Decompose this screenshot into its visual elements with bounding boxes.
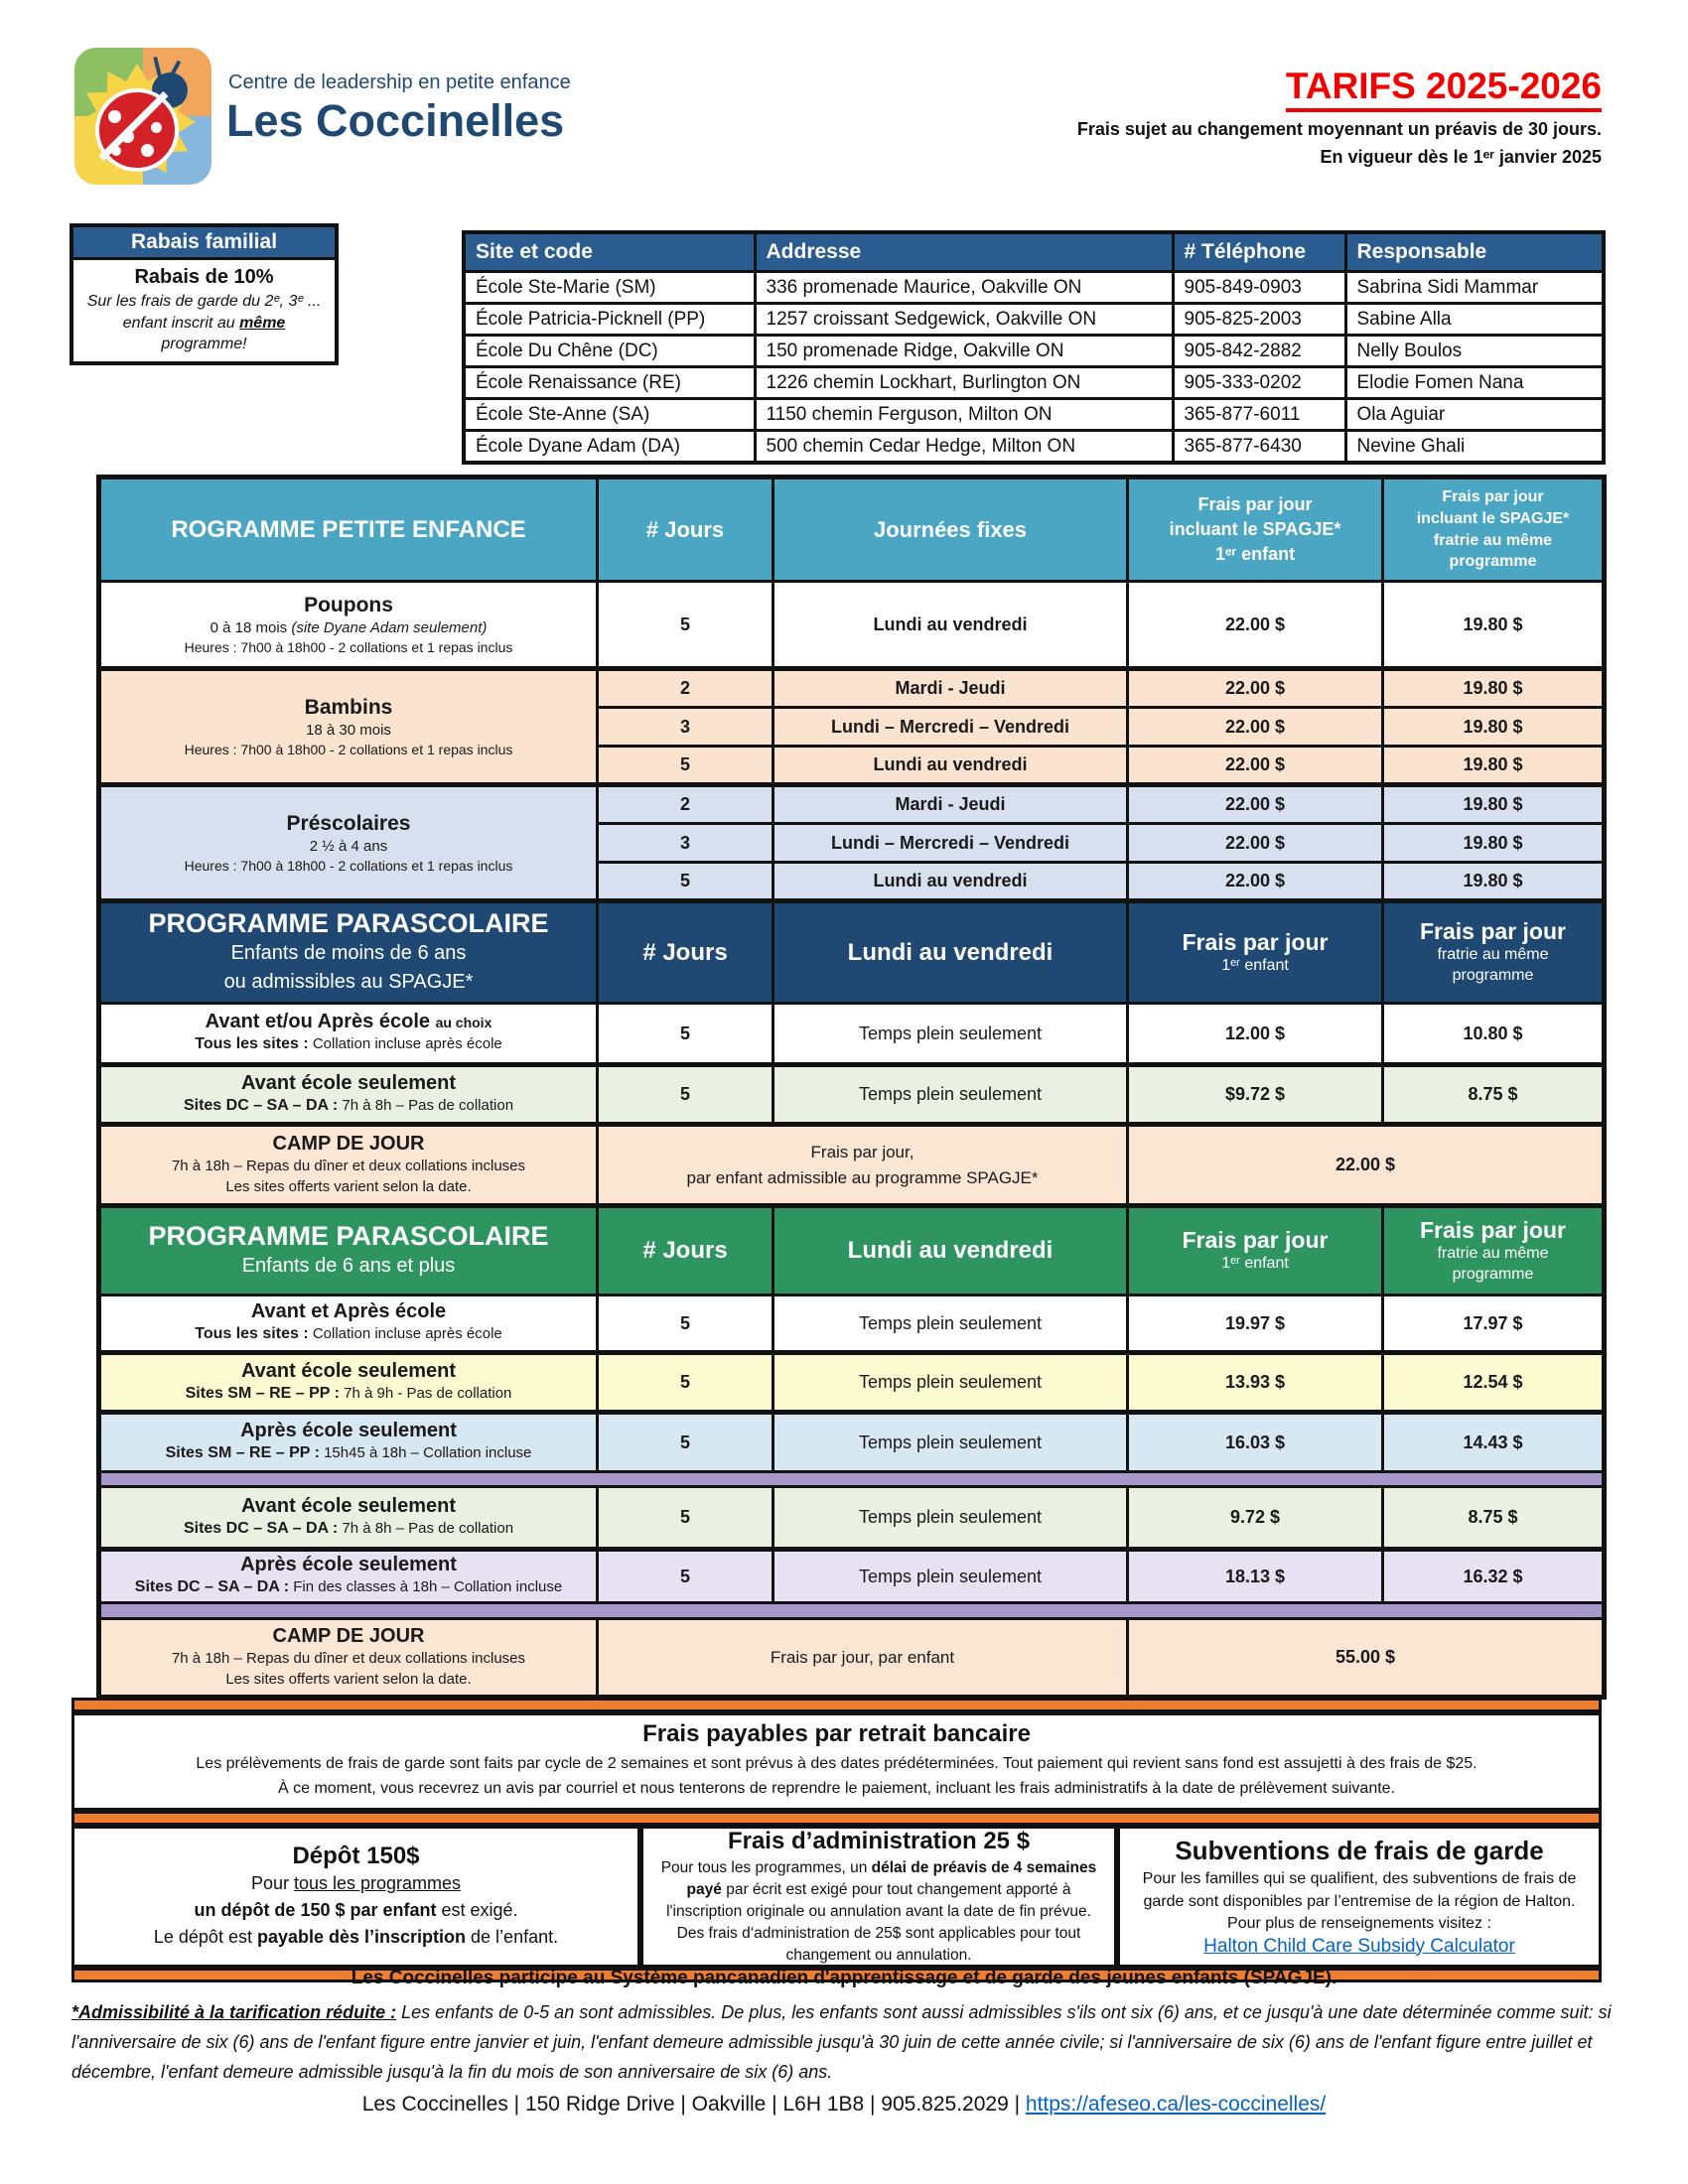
ladybug-dot [121,130,134,143]
cell-price-1: 16.03 $ [1128,1413,1383,1472]
camp-fee-label: Frais par jour, par enfant [770,1647,955,1667]
program-note: Collation incluse après école [312,1035,502,1053]
col-programme-petite-enfance [99,478,598,582]
site-address: 500 chemin Cedar Hedge, Milton ON [755,431,1173,464]
cell-price: 55.00 $ [1128,1619,1605,1698]
program-age: 2 ½ à 4 ans [309,838,388,856]
cell-price-2: 19.80 $ [1383,669,1605,708]
header-label: programme [1452,1265,1534,1283]
divider-row [99,1472,1605,1487]
cell-jours: 5 [598,1550,774,1603]
site-manager: Elodie Fomen Nana [1345,367,1604,399]
header-label: PROGRAMME PARASCOLAIRE [148,908,549,938]
orange-divider [71,1698,1602,1712]
site-name: École Ste-Anne (SA) [464,399,755,431]
header-label: Enfants de moins de 6 ans [230,942,467,964]
rabais-amount: Rabais de 10% [134,266,274,288]
header-label: Lundi au vendredi [847,1237,1054,1264]
cell-journees: Mardi - Jeudi [774,785,1128,824]
program-note: 7h à 8h – Pas de collation [342,1096,514,1114]
site-name: École Dyane Adam (DA) [464,431,755,464]
cell-journees: Mardi - Jeudi [774,669,1128,708]
table-row-prescolaires [99,785,1605,824]
program-title-suffix: au choix [435,1015,492,1031]
table-row-camp-de-jour [99,1619,1605,1698]
brand-tagline: Centre de leadership en petite enfance [228,71,571,93]
table-row [464,431,1604,464]
cell-price-2: 19.80 $ [1383,747,1605,785]
admin-fee-title: Frais d’administration 25 $ [727,1827,1031,1854]
program-site-note: (site Dyane Adam seulement) [291,619,488,637]
program-title: CAMP DE JOUR [272,1625,425,1647]
site-phone: 905-842-2882 [1173,336,1345,367]
site-address: 1226 chemin Lockhart, Burlington ON [755,367,1173,399]
subsidy-calculator-link[interactable]: Halton Child Care Subsidy Calculator [1203,1935,1515,1957]
program-title: Avant école seulement [240,1359,456,1382]
program-desc [99,1413,598,1472]
cell-price-1: 22.00 $ [1128,708,1383,747]
deposit-text-underline: tous les programmes [293,1873,462,1893]
site-manager: Sabine Alla [1345,304,1604,336]
col-frais-fratrie [1383,478,1605,582]
program-title: CAMP DE JOUR [272,1133,425,1155]
col-journees-fixes [774,478,1128,582]
col-frais-1er-enfant [1128,1206,1383,1296]
petite-enfance-header-row [99,478,1605,582]
program-note: Les sites offerts varient selon la date. [225,1178,472,1195]
cell-journees: Lundi au vendredi [774,582,1128,669]
cell-jours: 5 [598,747,774,785]
bottom-sections [71,1698,1602,1982]
rabais-detail: Sur les frais de garde du 2ᵉ, 3ᵉ ... [86,293,322,310]
program-note: 7h à 8h – Pas de collation [342,1519,514,1537]
rabais-title: Rabais familial [73,227,335,260]
parascolaire-6-plus-header-row [99,1206,1605,1296]
site-phone: 905-825-2003 [1173,304,1345,336]
header-label: programme [1449,553,1537,571]
program-title: Poupons [304,594,393,617]
cell-jours: 3 [598,708,774,747]
site-phone: 905-333-0202 [1173,367,1345,399]
pricing-table [96,475,1607,1700]
program-sub [105,1518,592,1540]
cell-price-2: 14.43 $ [1383,1413,1605,1472]
program-title: Préscolaires [286,812,411,836]
site-name: École Ste-Marie (SM) [464,272,755,304]
site-address: 150 promenade Ridge, Oakville ON [755,336,1173,367]
program-title-text: Avant et/ou Après école [205,1011,430,1033]
program-desc [99,1065,598,1125]
sites-header-row [464,232,1604,272]
cell-price-1: $9.72 $ [1128,1065,1383,1125]
col-jours [598,901,774,1004]
deposit-text [74,1924,637,1951]
contact-info: Les Coccinelles | 150 Ridge Drive | Oakville | L6H 1B8 | 905.825.2029 | [361,2093,1026,2116]
cell-journees: Temps plein seulement [774,1487,1128,1550]
title-subtitle-2: En vigueur dès le 1ᵉʳ janvier 2025 [1320,147,1602,167]
cell-price-2: 17.97 $ [1383,1296,1605,1353]
header-label: # Jours [642,938,728,966]
col-telephone: # Téléphone [1173,232,1345,272]
site-address: 1150 chemin Ferguson, Milton ON [755,399,1173,431]
program-sites: Sites DC – SA – DA : [134,1578,290,1596]
site-name: École Renaissance (RE) [464,367,755,399]
header-label: Frais par jour [1420,1216,1566,1243]
program-note: 7h à 18h – Repas du dîner et deux collations incluses [171,1158,526,1174]
rabais-detail-emphasis: même [239,314,286,332]
col-lundi-vendredi [774,1206,1128,1296]
program-desc [99,1125,598,1206]
sites-table [462,230,1606,465]
program-hours: Heures : 7h00 à 18h00 - 2 collations et 1 repas inclus [184,741,513,757]
header-label: fratrie au même [1433,531,1553,549]
program-sites: Sites DC – SA – DA : [183,1096,339,1114]
header-label: fratrie au même [1437,946,1549,964]
ladybug-dot [151,122,162,133]
site-manager: Sabrina Sidi Mammar [1345,272,1604,304]
program-sites: Sites SM – RE – PP : [165,1444,320,1462]
header-label: incluant le SPAGJE* [1169,518,1341,539]
cell-price-2: 19.80 $ [1383,824,1605,863]
page-title: TARIFS 2025-2026 [1286,66,1602,112]
deposit-text-part: est exigé. [436,1900,518,1920]
table-row-avant-apres-ecole [99,1296,1605,1353]
cell-price-1: 22.00 $ [1128,747,1383,785]
header-label: Frais par jour [1442,488,1544,506]
bank-text: À ce moment, vous recevrez un avis par courriel et nous tenterons de reprendre le paiement, incluant les frais administratifs à la date de prélèvement suivante. [277,1780,1396,1797]
program-note: 15h45 à 18h – Collation incluse [324,1444,532,1462]
deposit-title: Dépôt 150$ [292,1843,420,1869]
logo [74,48,211,185]
site-phone: 905-849-0903 [1173,272,1345,304]
title-subtitle-1: Frais sujet au changement moyennant un préavis de 30 jours. [1076,119,1602,139]
spagje-statement: Les Coccinelles participe au Système pancanadien d'apprentissage et de garde des jeunes enfants (SPAGJE). [351,1968,1337,1988]
col-jours [598,478,774,582]
cell-journees: Lundi – Mercredi – Vendredi [774,708,1128,747]
table-row-avant-ecole [99,1487,1605,1550]
header-label: Frais par jour [1420,918,1566,945]
cell-price-1: 18.13 $ [1128,1550,1383,1603]
cell-price-2: 19.80 $ [1383,582,1605,669]
cell-price-1: 12.00 $ [1128,1004,1383,1065]
site-name: École Patricia-Picknell (PP) [464,304,755,336]
deposit-text [74,1897,637,1924]
col-programme-parascolaire [99,1206,598,1296]
cell-price-1: 9.72 $ [1128,1487,1383,1550]
ladybug-dot [108,110,121,123]
program-note: Fin des classes à 18h – Collation incluse [293,1578,563,1596]
program-hours: Heures : 7h00 à 18h00 - 2 collations et 1 repas inclus [184,857,513,874]
cell-journees: Temps plein seulement [774,1413,1128,1472]
program-age: 18 à 30 mois [306,722,391,740]
rabais-familial-box [70,223,339,365]
program-sub [105,617,592,639]
cell-jours: 5 [598,1296,774,1353]
program-sites: Tous les sites : [195,1325,309,1343]
cell-price-1: 19.97 $ [1128,1296,1383,1353]
header-label: Frais par jour [1182,1227,1329,1254]
cell-journees: Temps plein seulement [774,1550,1128,1603]
cell-jours: 5 [598,582,774,669]
program-title: Après école seulement [240,1420,457,1442]
site-address: 336 promenade Maurice, Oakville ON [755,272,1173,304]
cell-price-1: 22.00 $ [1128,785,1383,824]
deposit-text-bold: un dépôt de 150 $ par enfant [194,1900,437,1920]
header-label: ou admissibles au SPAGJE* [223,971,474,993]
camp-fee-label: par enfant admissible au programme SPAGJE* [686,1167,1039,1187]
table-row [464,367,1604,399]
col-lundi-vendredi [774,901,1128,1004]
cell-jours: 2 [598,785,774,824]
parascolaire-moins-6-header-row [99,901,1605,1004]
subsidy-title: Subventions de frais de garde [1175,1836,1544,1866]
program-desc [99,1487,598,1550]
rabais-detail: programme! [161,336,247,353]
purple-divider [99,1472,1605,1487]
admissibility-note [71,1997,1620,2087]
deposit-box [71,1826,640,1968]
admin-fee-box [640,1826,1117,1968]
header-label: # Jours [642,1237,728,1264]
site-manager: Nevine Ghali [1345,431,1604,464]
cell-journees: Temps plein seulement [774,1065,1128,1125]
program-desc [99,785,598,901]
program-sub [105,1383,592,1405]
program-sites: Tous les sites : [195,1035,309,1053]
admissibility-label: *Admissibilité à la tarification réduite : [71,2002,397,2022]
cell-jours: 5 [598,1353,774,1413]
cell-camp-desc [598,1125,1128,1206]
header-label: Journées fixes [873,516,1028,542]
program-note: 7h à 9h - Pas de collation [344,1384,512,1402]
program-sub [105,1442,592,1464]
program-sites: Sites SM – RE – PP : [185,1384,340,1402]
info-boxes [71,1826,1602,1968]
program-note: Collation incluse après école [312,1325,502,1343]
cell-price-1: 13.93 $ [1128,1353,1383,1413]
cell-camp-desc [598,1619,1128,1698]
cell-jours: 5 [598,1065,774,1125]
program-note: Les sites offerts varient selon la date. [225,1671,472,1688]
cell-price-1: 22.00 $ [1128,582,1383,669]
program-title [105,1011,592,1033]
cell-price-2: 16.32 $ [1383,1550,1605,1603]
header-label: 1ᵉʳ enfant [1221,1255,1289,1273]
contact-footer [0,2093,1688,2116]
program-sub [105,1095,592,1117]
header-label: Frais par jour [1197,493,1313,514]
table-row-avant-ecole [99,1353,1605,1413]
table-row [464,336,1604,367]
col-frais-fratrie [1383,1206,1605,1296]
subsidy-box [1117,1826,1602,1968]
cell-jours: 5 [598,1004,774,1065]
cell-journees: Lundi au vendredi [774,747,1128,785]
cell-jours: 5 [598,1413,774,1472]
admin-fee-text [643,1857,1114,1967]
header-label: Lundi au vendredi [847,938,1054,966]
bank-text: Les prélèvements de frais de garde sont faits par cycle de 2 semaines et sont prévus à des dates prédéterminées. Tout paiement qui revient sans fond est assujetti à des frais de $25. [196,1755,1477,1772]
bank-title: Frais payables par retrait bancaire [642,1720,1031,1747]
header-label: fratrie au même [1437,1244,1549,1262]
table-row-bambins [99,669,1605,708]
cell-journees: Lundi – Mercredi – Vendredi [774,824,1128,863]
brand-name: Les Coccinelles [226,95,565,146]
program-age: 0 à 18 mois [210,619,292,637]
cell-price-2: 19.80 $ [1383,863,1605,901]
program-title: Avant et Après école [250,1300,447,1323]
site-phone: 365-877-6430 [1173,431,1345,464]
col-site-code: Site et code [464,232,755,272]
program-desc [99,1004,598,1065]
site-phone: 365-877-6011 [1173,399,1345,431]
header-label: # Jours [645,516,725,542]
divider-row [99,1603,1605,1619]
program-title: Avant école seulement [240,1071,456,1094]
header-label: ROGRAMME PETITE ENFANCE [171,515,526,543]
deposit-text [74,1870,637,1897]
cell-jours: 5 [598,1487,774,1550]
deposit-text-part: Le dépôt est [153,1927,257,1947]
site-name: École Du Chêne (DC) [464,336,755,367]
rabais-detail-text: enfant inscrit au [122,314,240,332]
table-row-avant-apres-ecole [99,1004,1605,1065]
cell-journees: Temps plein seulement [774,1004,1128,1065]
cell-journees: Lundi au vendredi [774,863,1128,901]
program-sub [105,1576,592,1598]
site-manager: Nelly Boulos [1345,336,1604,367]
cell-price-1: 22.00 $ [1128,824,1383,863]
cell-price-1: 22.00 $ [1128,863,1383,901]
table-row [464,272,1604,304]
col-jours [598,1206,774,1296]
cell-price-2: 12.54 $ [1383,1353,1605,1413]
cell-price-2: 8.75 $ [1383,1065,1605,1125]
col-addresse: Addresse [755,232,1173,272]
program-desc [99,1296,598,1353]
rabais-detail [77,313,331,335]
program-title: Bambins [304,696,393,720]
cell-price-2: 8.75 $ [1383,1487,1605,1550]
cell-price-1: 22.00 $ [1128,669,1383,708]
deposit-text-part: Pour [250,1873,294,1893]
col-frais-fratrie [1383,901,1605,1004]
deposit-text-part: de l’enfant. [466,1927,559,1947]
cell-jours: 3 [598,824,774,863]
program-desc [99,1550,598,1603]
table-row-avant-ecole [99,1065,1605,1125]
bank-withdrawal-box [71,1712,1602,1811]
header-label: programme [1452,967,1534,984]
cell-jours: 5 [598,863,774,901]
program-desc [99,669,598,785]
orange-divider [71,1811,1602,1826]
table-row [464,304,1604,336]
program-sub [105,1323,592,1345]
cell-price-2: 19.80 $ [1383,785,1605,824]
col-programme-parascolaire [99,901,598,1004]
program-sites: Sites DC – SA – DA : [183,1519,339,1537]
program-hours: Heures : 7h00 à 18h00 - 2 collations et 1 repas inclus [184,638,513,655]
admissibility-text: Les enfants de 0-5 an sont admissibles. De plus, les enfants sont aussi admissibles s'ils ont six (6) ans, et ce jusqu'à une date déterminée comme suit: si l'anniversaire de six (6) ans de l'enfant figure entre janvier et juin, l'enfant demeure admissible jusqu'à 30 juin de cette année civile; si l'anniversaire de six (6) ans de l'enfant figure entre juillet et décembre, l'enfant demeure admissible jusqu'à la fin du mois de son anniversaire de six (6) ans. [71,2002,1612,2082]
deposit-text-bold: payable dès l’inscription [256,1927,467,1947]
cell-price: 22.00 $ [1128,1125,1605,1206]
header-label: Enfants de 6 ans et plus [241,1255,456,1277]
col-frais-1er-enfant [1128,478,1383,582]
col-frais-1er-enfant [1128,901,1383,1004]
header-label: 1ᵉʳ enfant [1214,544,1296,565]
col-responsable: Responsable [1345,232,1604,272]
program-title: Après école seulement [240,1554,457,1576]
camp-fee-label: Frais par jour, [810,1143,914,1161]
program-desc [99,582,598,669]
cell-price-2: 19.80 $ [1383,708,1605,747]
cell-jours: 2 [598,669,774,708]
program-note: 7h à 18h – Repas du dîner et deux collations incluses [171,1650,526,1667]
admin-fee-text-part: Pour tous les programmes, un [660,1858,872,1876]
cell-price-2: 10.80 $ [1383,1004,1605,1065]
header-label: Frais par jour [1182,928,1329,955]
admin-fee-text-bold: délai de préavis de 4 semaines payé [686,1858,1097,1898]
rabais-body [73,260,335,361]
table-row-apres-ecole [99,1413,1605,1472]
header-label: PROGRAMME PARASCOLAIRE [148,1221,549,1251]
site-address: 1257 croissant Sedgewick, Oakville ON [755,304,1173,336]
website-link[interactable]: https://afeseo.ca/les-coccinelles/ [1025,2093,1327,2116]
header-label: incluant le SPAGJE* [1416,509,1570,527]
table-row-camp-de-jour [99,1125,1605,1206]
ladybug-icon [95,88,179,172]
admin-fee-text-part: par écrit est exigé pour tout changement apporté à l'inscription originale ou annulation avant la date de fin prévue. Des frais d‘administration de 25$ sont applicables pour tout changement ou annulation. [666,1880,1091,1964]
program-desc [99,1619,598,1698]
table-row [464,399,1604,431]
cell-journees: Temps plein seulement [774,1296,1128,1353]
program-sub [105,1033,592,1055]
header-label: 1ᵉʳ enfant [1221,956,1289,974]
ladybug-dot [141,144,154,157]
ladybug-dot [111,146,121,156]
subsidy-text: Pour les familles qui se qualifient, des subventions de frais de garde sont disponibles par l’entremise de la région de Halton. Pour plus de renseignements visitez : [1142,1870,1577,1933]
program-title: Avant école seulement [240,1494,456,1517]
cell-journees: Temps plein seulement [774,1353,1128,1413]
purple-divider [99,1603,1605,1619]
site-manager: Ola Aguiar [1345,399,1604,431]
table-row-poupons [99,582,1605,669]
table-row-apres-ecole [99,1550,1605,1603]
program-desc [99,1353,598,1413]
